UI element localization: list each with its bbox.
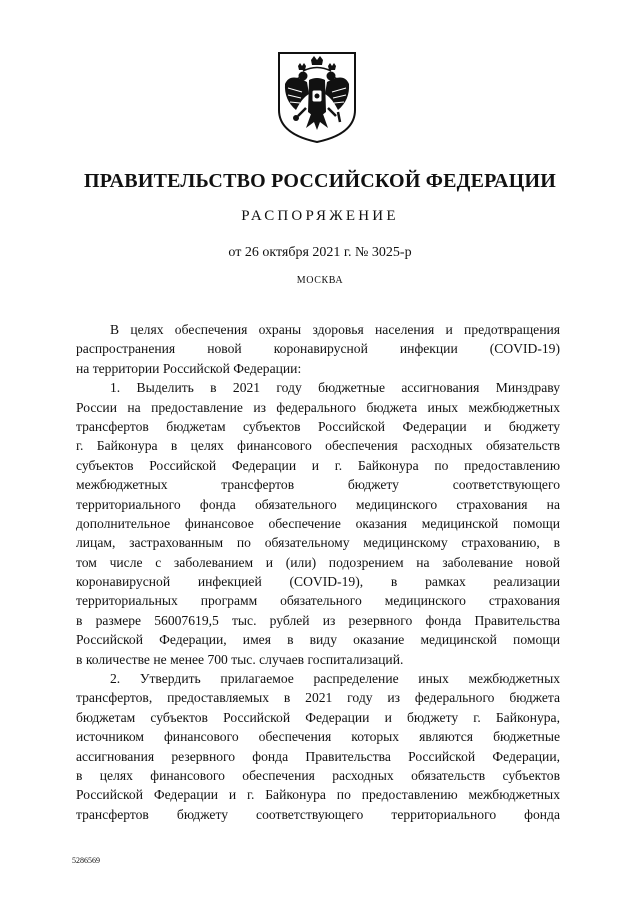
body-line: трансфертов бюджету соответствующего территориального фонда bbox=[76, 806, 560, 822]
body-line: межбюджетных трансфертов бюджету соответствующего bbox=[76, 477, 560, 493]
body-line: коронавирусной инфекцией (COVID-19), в рамках реализации bbox=[76, 574, 560, 590]
body-line: В целях обеспечения охраны здоровья населения и предотвращения bbox=[110, 322, 560, 337]
body-line: России на предоставление из федерального бюджета иных межбюджетных bbox=[76, 399, 560, 415]
body-line: том числе с заболеванием и (или) подозрением на заболевание новой bbox=[76, 554, 560, 570]
body-line: дополнительное финансовое обеспечение оказания медицинской помощи bbox=[76, 515, 560, 531]
document-registration-id: 5286569 bbox=[72, 856, 100, 865]
document-body bbox=[76, 320, 560, 824]
government-title: ПРАВИТЕЛЬСТВО РОССИЙСКОЙ ФЕДЕРАЦИИ bbox=[84, 170, 556, 192]
document-date-number: от 26 октября 2021 г. № 3025-р bbox=[228, 245, 412, 260]
body-line: г. Байконура в целях финансового обеспечения расходных обязательств bbox=[76, 438, 560, 454]
body-line: в целях финансового обеспечения расходных обязательств субъектов bbox=[76, 767, 560, 783]
body-line: ассигнования резервного фонда Правительства Российской Федерации, bbox=[76, 748, 560, 764]
body-line: Российской Федерации, имея в виду оказание медицинской помощи bbox=[76, 632, 560, 648]
body-line: 1. Выделить в 2021 году бюджетные ассигнования Минздраву bbox=[110, 380, 560, 396]
document-city: МОСКВА bbox=[296, 275, 344, 286]
body-line: в количестве не менее 700 тыс. случаев госпитализаций. bbox=[76, 651, 404, 667]
body-line: источником финансового обеспечения которых являются бюджетные bbox=[76, 729, 560, 745]
body-line: субъектов Российской Федерации и г. Байконура по предоставлению bbox=[76, 457, 560, 473]
body-line: на территории Российской Федерации: bbox=[76, 360, 302, 376]
body-line: в размере 56007619,5 тыс. рублей из резервного фонда Правительства bbox=[76, 612, 560, 628]
body-line: лицам, застрахованным по обязательному медицинскому страхованию, в bbox=[76, 535, 560, 551]
body-line: 2. Утвердить прилагаемое распределение иных межбюджетных bbox=[110, 671, 560, 687]
document-type: РАСПОРЯЖЕНИЕ bbox=[241, 208, 399, 224]
body-line: распространения новой коронавирусной инфекции (COVID-19) bbox=[76, 341, 560, 357]
coat-of-arms-icon bbox=[276, 50, 358, 144]
body-line: бюджетам субъектов Российской Федерации и бюджету г. Байконура, bbox=[76, 709, 560, 725]
body-line: Российской Федерации и г. Байконура по предоставлению межбюджетных bbox=[76, 787, 560, 803]
body-line: территориального фонда обязательного медицинского страхования на bbox=[76, 496, 560, 512]
body-line: трансфертов бюджетам субъектов Российской Федерации и бюджету bbox=[76, 418, 560, 434]
body-line: территориальных программ обязательного медицинского страхования bbox=[76, 593, 560, 609]
body-line: трансфертов, предоставляемых в 2021 году из федерального бюджета bbox=[76, 690, 560, 706]
